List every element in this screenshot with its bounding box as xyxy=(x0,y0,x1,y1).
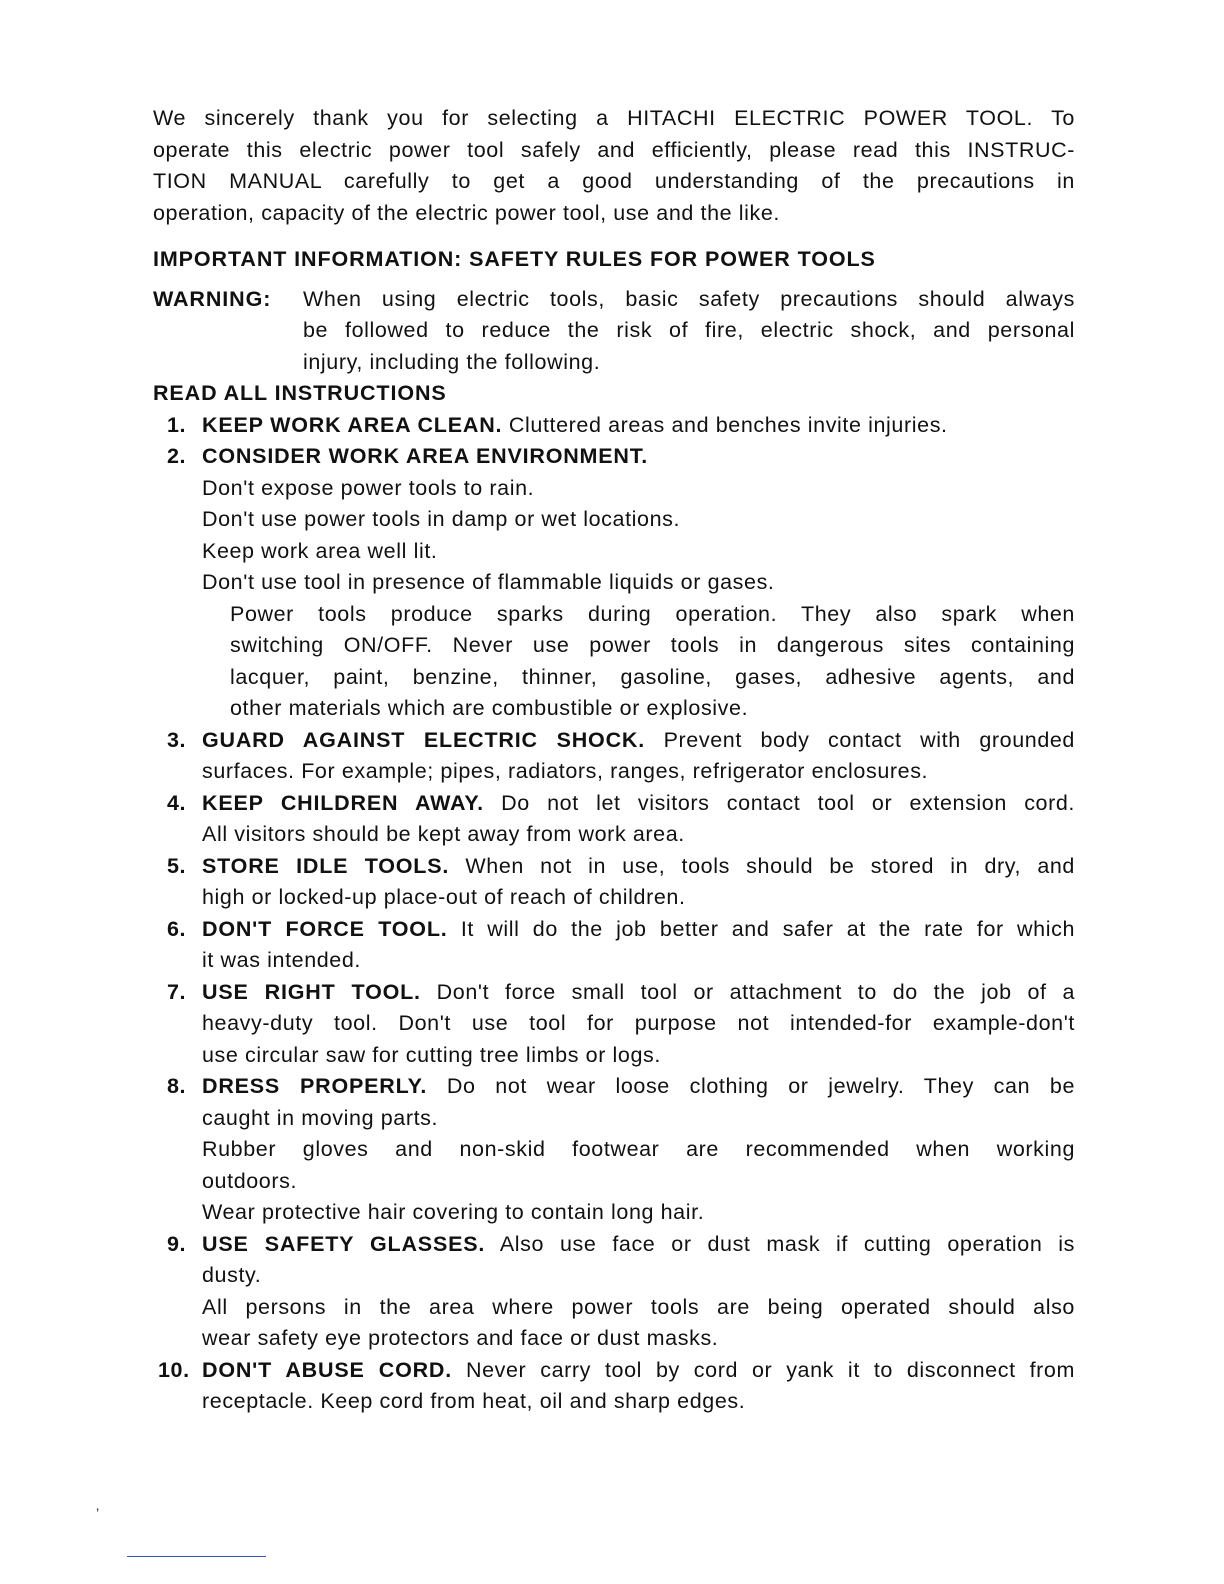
warning-block xyxy=(153,284,1075,379)
rule-item xyxy=(153,1071,1075,1229)
warning-line: be followed to reduce the risk of fire, electric shock, and personal xyxy=(303,318,1075,342)
rule-text-line: All persons in the area where power tools are being operated should also xyxy=(202,1294,1075,1319)
rule-item xyxy=(153,977,1075,1072)
rule-body xyxy=(202,410,1075,442)
rule-text: Do not let visitors contact tool or extension cord. xyxy=(501,790,1075,815)
rule-title: USE SAFETY GLASSES. xyxy=(202,1231,486,1256)
rule-subline: Keep work area well lit. xyxy=(202,538,438,563)
rule-number: 5. xyxy=(167,853,187,878)
rule-first-line xyxy=(202,1355,1075,1387)
scan-mark: ’ xyxy=(96,1505,100,1521)
rule-number: 10. xyxy=(158,1357,190,1382)
rule-number: 9. xyxy=(167,1231,187,1256)
rule-item xyxy=(153,1355,1075,1418)
rule-body xyxy=(202,1355,1075,1418)
rule-note-line: lacquer, paint, benzine, thinner, gasoline, gases, adhesive agents, and xyxy=(230,664,1075,689)
rule-body xyxy=(202,441,1075,725)
rule-text-line: use circular saw for cutting tree limbs or logs. xyxy=(202,1042,661,1067)
rule-item xyxy=(153,725,1075,788)
rule-subline: Don't use tool in presence of flammable liquids or gases. xyxy=(202,570,775,594)
rule-text: Never carry tool by cord or yank it to disconnect from xyxy=(465,1357,1075,1382)
rule-text: Also use face or dust mask if cutting operation is xyxy=(499,1231,1076,1256)
rule-text-line: it was intended. xyxy=(202,948,361,972)
intro-line: operation, capacity of the electric power tool, use and the like. xyxy=(153,200,781,225)
rule-title: KEEP CHILDREN AWAY. xyxy=(202,790,484,815)
rule-text: Do not wear loose clothing or jewelry. They can be xyxy=(446,1074,1076,1098)
footer-divider xyxy=(127,1556,266,1557)
rule-body xyxy=(202,914,1075,977)
rule-body xyxy=(202,725,1075,788)
rule-title: DON'T ABUSE CORD. xyxy=(202,1357,453,1382)
rule-body xyxy=(202,977,1075,1072)
rule-text-line: Rubber gloves and non-skid footwear are recommended when working xyxy=(202,1137,1075,1161)
rule-text: Cluttered areas and benches invite injuries. xyxy=(508,412,948,437)
rule-number: 4. xyxy=(167,790,187,815)
rule-title: CONSIDER WORK AREA ENVIRONMENT. xyxy=(202,444,649,468)
rule-body xyxy=(202,1071,1075,1229)
rule-text-line: receptacle. Keep cord from heat, oil and sharp edges. xyxy=(202,1389,746,1413)
warning-text xyxy=(303,284,1075,379)
rule-item xyxy=(153,441,1075,725)
rule-first-line xyxy=(202,1229,1075,1261)
rule-item xyxy=(153,914,1075,977)
rule-title: STORE IDLE TOOLS. xyxy=(202,853,450,878)
rule-number: 7. xyxy=(167,979,187,1004)
rule-title: USE RIGHT TOOL. xyxy=(202,979,421,1004)
rule-text-line: heavy-duty tool. Don't use tool for purpose not intended-for example-don't xyxy=(202,1011,1075,1035)
manual-page xyxy=(153,103,1075,1418)
rule-note xyxy=(202,599,1075,725)
rule-body xyxy=(202,851,1075,914)
rule-item xyxy=(153,1229,1075,1355)
rule-first-line xyxy=(202,851,1075,883)
rule-note-line: switching ON/OFF. Never use power tools in dangerous sites containing xyxy=(230,633,1075,657)
rule-text: When not in use, tools should be stored in dry, and xyxy=(465,853,1075,878)
rule-item xyxy=(153,851,1075,914)
intro-line: We sincerely thank you for selecting a HITACHI ELECTRIC POWER TOOL. To xyxy=(153,106,1075,130)
rule-first-line xyxy=(202,725,1075,757)
warning-line: injury, including the following. xyxy=(303,349,601,374)
rule-subline: Don't use power tools in damp or wet locations. xyxy=(202,507,681,531)
rule-text-line: surfaces. For example; pipes, radiators, ranges, refrigerator enclosures. xyxy=(202,759,929,783)
rule-text-line: wear safety eye protectors and face or dust masks. xyxy=(202,1326,719,1350)
rule-text-line: dusty. xyxy=(202,1263,262,1287)
rule-text-line: caught in moving parts. xyxy=(202,1105,439,1130)
rule-text-line: All visitors should be kept away from work area. xyxy=(202,822,685,846)
intro-line: TION MANUAL carefully to get a good understanding of the precautions in xyxy=(153,169,1075,193)
rule-text-line: outdoors. xyxy=(202,1168,298,1193)
rule-first-line xyxy=(202,1071,1075,1103)
rule-title: KEEP WORK AREA CLEAN. xyxy=(202,412,503,437)
rule-item xyxy=(153,410,1075,442)
rule-text: It will do the job better and safer at the rate for which xyxy=(460,916,1075,941)
rule-number: 3. xyxy=(167,727,187,752)
rule-note-line: other materials which are combustible or explosive. xyxy=(230,696,749,720)
rule-number: 1. xyxy=(167,412,187,437)
rule-number: 8. xyxy=(167,1074,187,1098)
warning-label: WARNING: xyxy=(153,286,272,311)
rule-title: DRESS PROPERLY. xyxy=(202,1074,428,1098)
rule-note-line: Power tools produce sparks during operation. They also spark when xyxy=(230,601,1075,626)
rule-first-line xyxy=(202,977,1075,1009)
rule-body xyxy=(202,1229,1075,1355)
warning-line: When using electric tools, basic safety precautions should always xyxy=(303,286,1075,311)
rule-text-line: high or locked-up place-out of reach of children. xyxy=(202,885,686,909)
read-all-instructions: READ ALL INSTRUCTIONS xyxy=(153,381,447,405)
rule-number: 2. xyxy=(167,444,187,468)
rule-subline: Don't expose power tools to rain. xyxy=(202,475,535,500)
safety-rules-list xyxy=(153,410,1075,1418)
rule-title: DON'T FORCE TOOL. xyxy=(202,916,448,941)
intro-line: operate this electric power tool safely and efficiently, please read this INSTRUC- xyxy=(153,137,1075,162)
rule-text-line: Wear protective hair covering to contain long hair. xyxy=(202,1200,705,1224)
rule-body xyxy=(202,788,1075,851)
rule-text: Prevent body contact with grounded xyxy=(663,727,1075,752)
rule-title: GUARD AGAINST ELECTRIC SHOCK. xyxy=(202,727,646,752)
rule-item xyxy=(153,788,1075,851)
rule-number: 6. xyxy=(167,916,187,941)
rule-text: Don't force small tool or attachment to do the job of a xyxy=(436,979,1075,1004)
intro-paragraph xyxy=(153,103,1075,229)
rule-first-line xyxy=(202,914,1075,946)
rule-first-line xyxy=(202,788,1075,820)
safety-rules-heading: IMPORTANT INFORMATION: SAFETY RULES FOR POWER TOOLS xyxy=(153,247,876,271)
